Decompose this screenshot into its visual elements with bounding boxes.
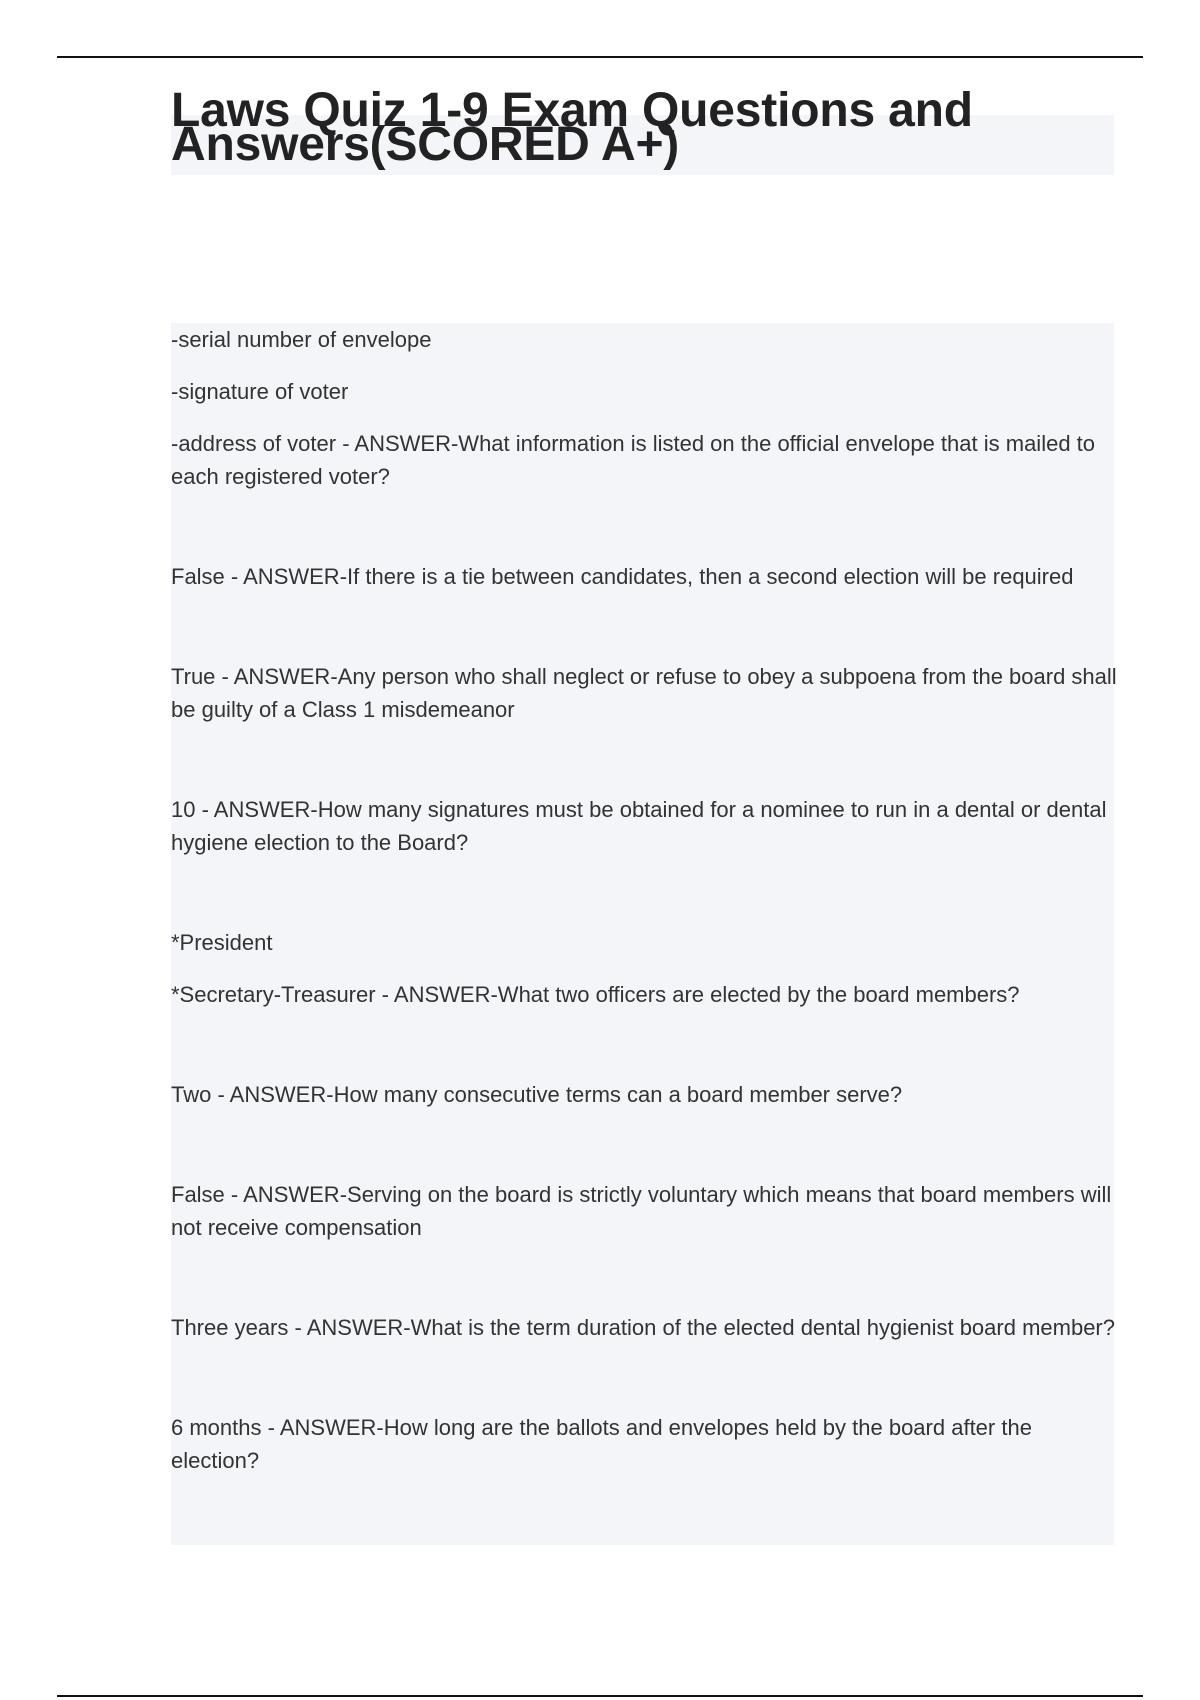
qa-line: Two - ANSWER-How many consecutive terms can a board member serve?: [171, 1082, 903, 1107]
qa-line: False - ANSWER-If there is a tie between candidates, then a second election will be required: [171, 564, 1074, 589]
document-title: Laws Quiz 1-9 Exam Questions and Answers(SCORED A+): [171, 84, 973, 171]
qa-line: -serial number of envelope: [171, 327, 432, 352]
top-rule: [57, 56, 1143, 58]
qa-line: 6 months - ANSWER-How long are the ballots and envelopes held by the board after the election?: [171, 1415, 1032, 1473]
qa-line: True - ANSWER-Any person who shall neglect or refuse to obey a subpoena from the board shall be guilty of a Class 1 misdemeanor: [171, 664, 1117, 722]
qa-item: [171, 1311, 1121, 1344]
qa-line: -address of voter - ANSWER-What information is listed on the official envelope that is mailed to each registered voter?: [171, 431, 1096, 489]
qa-item: [171, 560, 1121, 593]
qa-item: [171, 660, 1121, 726]
qa-item: [171, 1178, 1121, 1244]
qa-item: [171, 793, 1121, 859]
qa-line: Three years - ANSWER-What is the term duration of the elected dental hygienist board member?: [171, 1315, 1115, 1340]
qa-line: *President: [171, 930, 273, 955]
qa-item: [171, 926, 1121, 1011]
qa-item: [171, 1411, 1121, 1477]
qa-item: [171, 323, 1121, 493]
qa-list: [171, 323, 1121, 1477]
qa-line: *Secretary-Treasurer - ANSWER-What two officers are elected by the board members?: [171, 982, 1020, 1007]
qa-line: -signature of voter: [171, 379, 349, 404]
qa-line: False - ANSWER-Serving on the board is strictly voluntary which means that board members will not receive compensation: [171, 1182, 1112, 1240]
qa-item: [171, 1078, 1121, 1111]
bottom-rule: [57, 1695, 1143, 1697]
qa-line: 10 - ANSWER-How many signatures must be obtained for a nominee to run in a dental or dental hygiene election to the Board?: [171, 797, 1107, 855]
